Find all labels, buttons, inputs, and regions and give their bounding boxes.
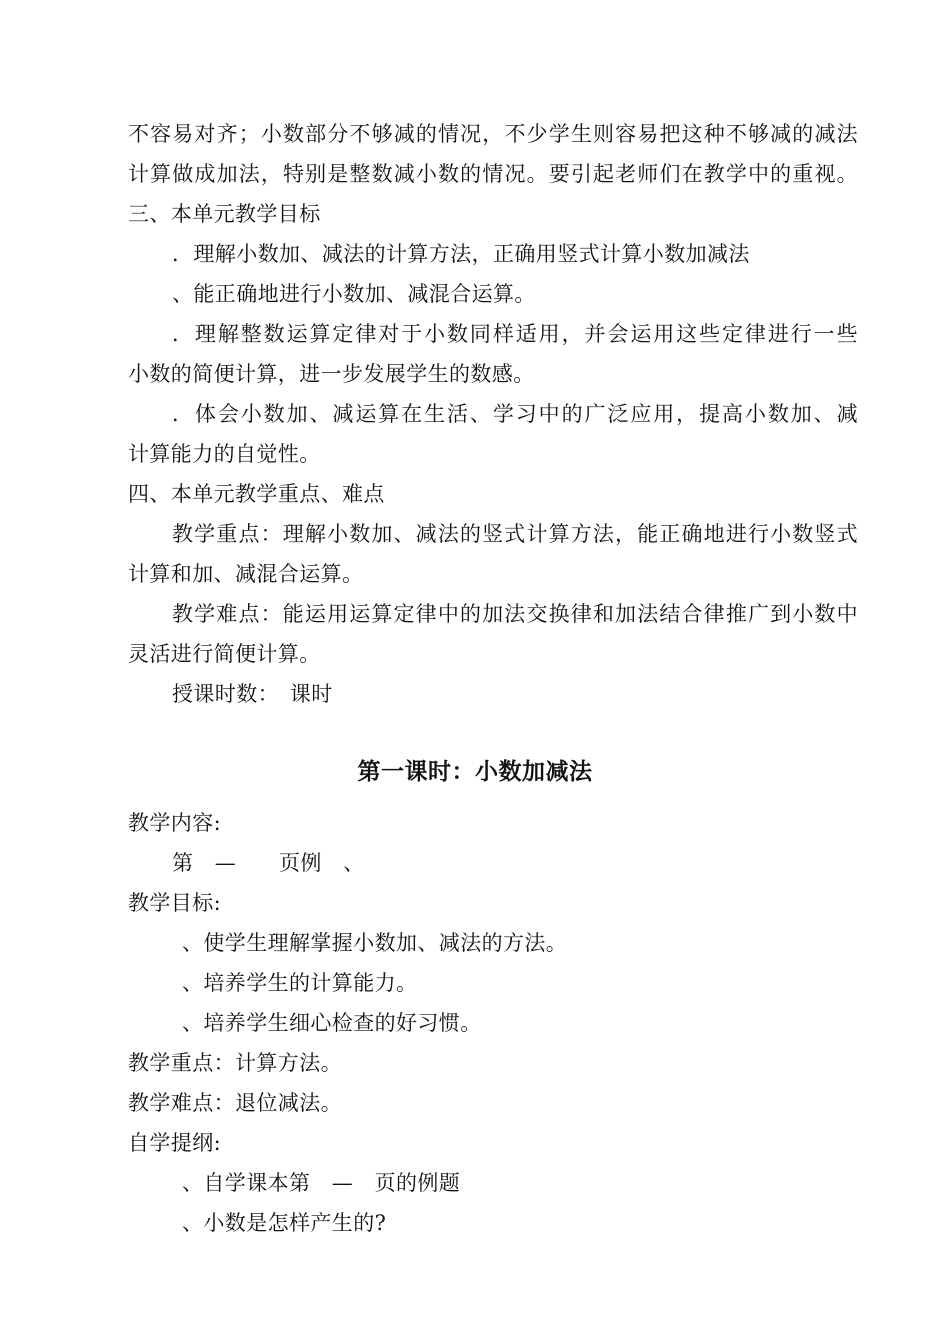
teaching-content: 第 — 页例 、 <box>172 851 365 875</box>
class-hours: 授课时数： 课时 <box>172 682 333 706</box>
lesson-title: 第一课时：小数加减法 <box>357 759 593 785</box>
objective-item: ．理解小数加、减法的计算方法，正确用竖式计算小数加减法 <box>172 242 750 266</box>
paragraph-line: 不容易对齐；小数部分不够减的情况，不少学生则容易把这种不够减的减法 <box>128 122 858 146</box>
objective-item: 、能正确地进行小数加、减混合运算。 <box>172 282 536 306</box>
key-point: 教学重点：理解小数加、减法的竖式计算方法，能正确地进行小数竖式 <box>172 522 858 546</box>
self-study-item: 、自学课本第 — 页的例题 <box>182 1171 461 1195</box>
paragraph-line: 计算做成加法，特别是整数减小数的情况。要引起老师们在教学中的重视。 <box>128 162 858 186</box>
paragraph-line: 计算和加、减混合运算。 <box>128 562 364 586</box>
paragraph-line: 灵活进行简便计算。 <box>128 642 321 666</box>
self-study-item: 、小数是怎样产生的? <box>182 1211 387 1235</box>
teaching-content-label: 教学内容: <box>128 811 222 835</box>
teaching-goal-item: 、使学生理解掌握小数加、减法的方法。 <box>182 931 568 955</box>
objective-item: ．体会小数加、减运算在生活、学习中的广泛应用，提高小数加、减 <box>172 402 858 426</box>
teaching-goal-label: 教学目标: <box>128 891 222 915</box>
objective-item: ．理解整数运算定律对于小数同样适用，并会运用这些定律进行一些 <box>172 322 858 346</box>
teaching-difficulty: 教学难点：退位减法。 <box>128 1091 342 1115</box>
paragraph-line: 计算能力的自觉性。 <box>128 442 321 466</box>
paragraph-line: 小数的简便计算，进一步发展学生的数感。 <box>128 362 535 386</box>
teaching-key-point: 教学重点：计算方法。 <box>128 1051 342 1075</box>
difficult-point: 教学难点：能运用运算定律中的加法交换律和加法结合律推广到小数中 <box>172 602 858 626</box>
section-heading: 三、本单元教学目标 <box>128 202 321 226</box>
self-study-outline-label: 自学提纲: <box>128 1131 222 1155</box>
teaching-goal-item: 、培养学生的计算能力。 <box>182 971 418 995</box>
section-heading: 四、本单元教学重点、难点 <box>128 482 385 506</box>
teaching-goal-item: 、培养学生细心检查的好习惯。 <box>182 1011 482 1035</box>
